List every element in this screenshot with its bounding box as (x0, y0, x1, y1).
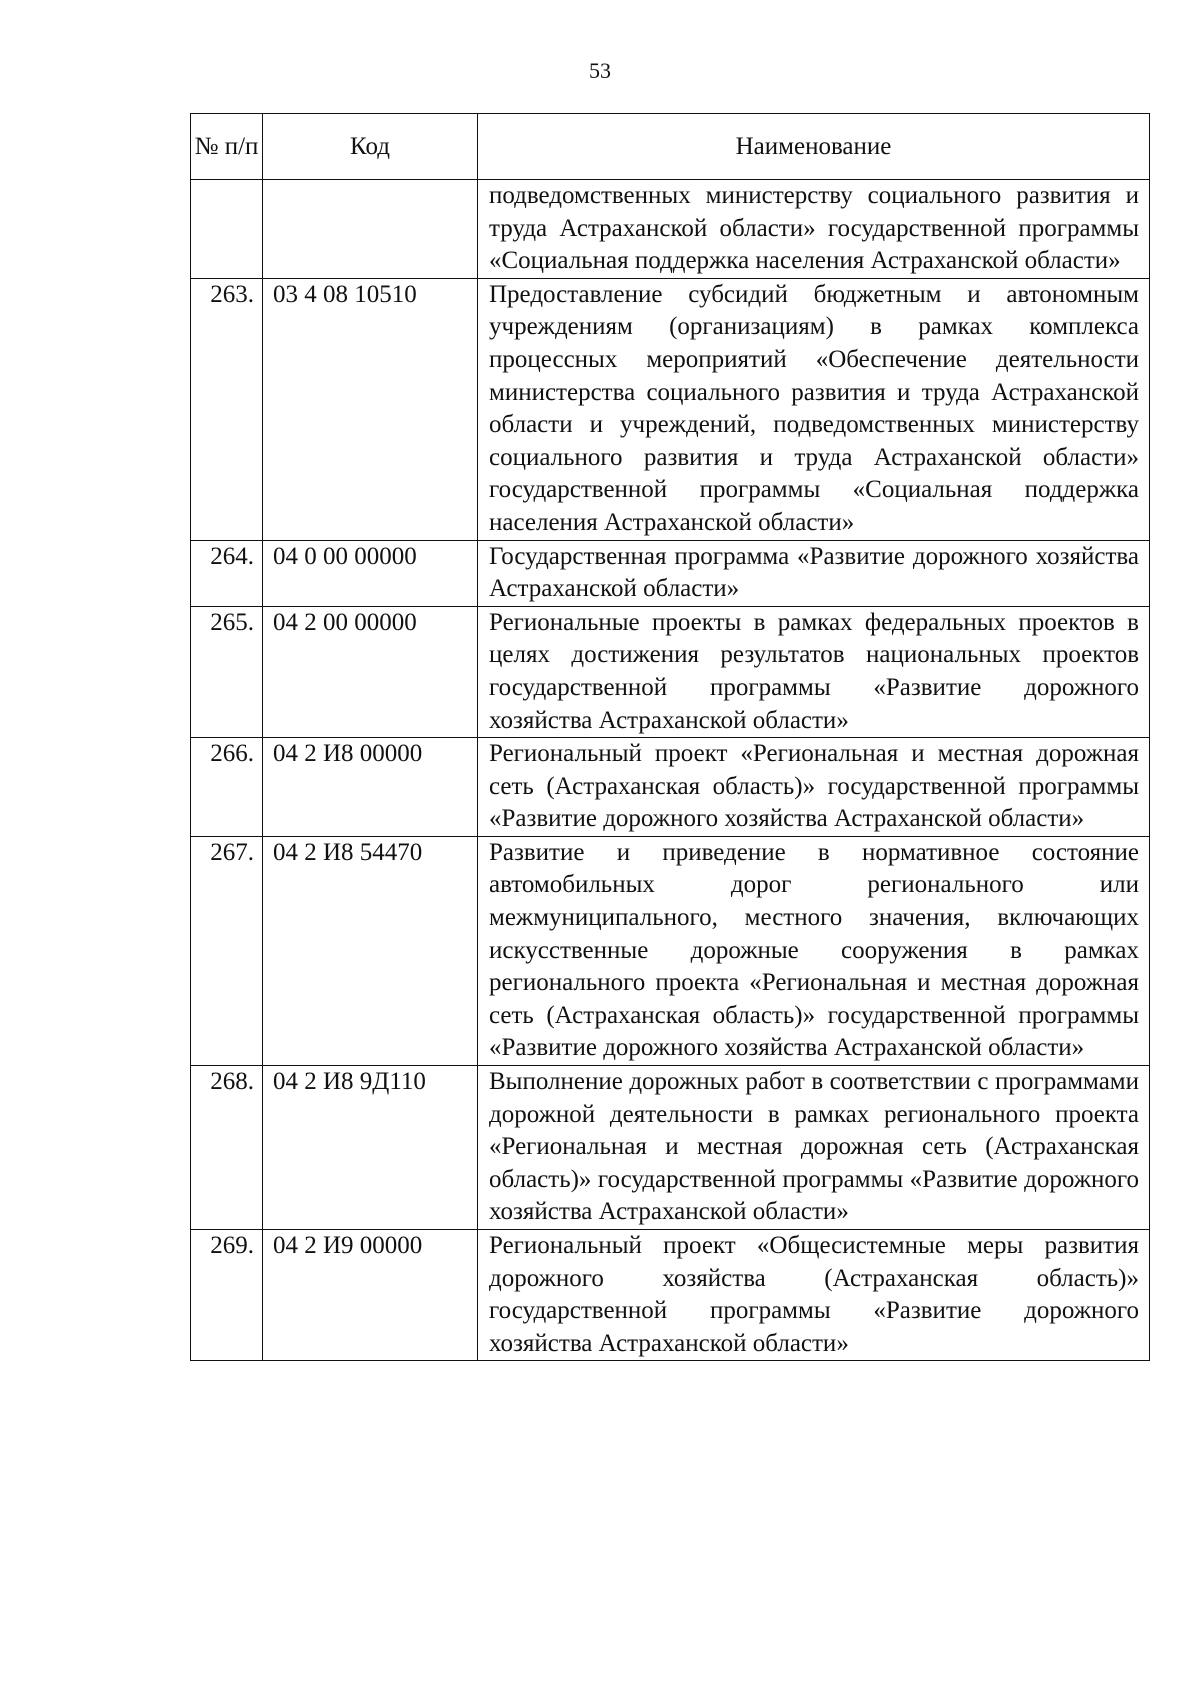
row-code (263, 180, 478, 279)
header-code: Код (263, 114, 478, 180)
row-number: 266. (191, 738, 263, 837)
row-name: Региональные проекты в рамках федеральных проектов в целях достижения результатов национальных проектов государственной программы «Развитие дорожного хозяйства Астраханской области» (478, 606, 1150, 737)
budget-code-table (190, 113, 1150, 1361)
row-name: Развитие и приведение в нормативное состояние автомобильных дорог регионального или межмуниципального, местного значения, включающих искусственные дорожные сооружения в рамках регионального проекта «Региональная и местная дорожная сеть (Астраханская область)» государственной программы «Развитие дорожного хозяйства Астраханской области» (478, 836, 1150, 1065)
table-row (191, 540, 1150, 606)
header-name: Наименование (478, 114, 1150, 180)
row-number (191, 180, 263, 279)
table-row (191, 606, 1150, 737)
table-row (191, 836, 1150, 1065)
table-row (191, 180, 1150, 279)
row-name: Региональный проект «Общесистемные меры развития дорожного хозяйства (Астраханская область)» государственной программы «Развитие дорожного хозяйства Астраханской области» (478, 1230, 1150, 1361)
row-number: 269. (191, 1230, 263, 1361)
row-name: Выполнение дорожных работ в соответствии с программами дорожной деятельности в рамках регионального проекта «Региональная и местная дорожная сеть (Астраханская область)» государственной программы «Развитие дорожного хозяйства Астраханской области» (478, 1066, 1150, 1230)
row-code: 03 4 08 10510 (263, 278, 478, 540)
row-number: 264. (191, 540, 263, 606)
page-number: 53 (589, 58, 611, 83)
row-code: 04 2 И8 54470 (263, 836, 478, 1065)
row-code: 04 2 И8 9Д110 (263, 1066, 478, 1230)
row-number: 265. (191, 606, 263, 737)
row-code: 04 2 И8 00000 (263, 738, 478, 837)
row-code: 04 2 00 00000 (263, 606, 478, 737)
table-row (191, 278, 1150, 540)
row-number: 263. (191, 278, 263, 540)
row-number: 268. (191, 1066, 263, 1230)
table-row (191, 1230, 1150, 1361)
table-row (191, 1066, 1150, 1230)
row-name: подведомственных министерству социального развития и труда Астраханской области» государственной программы «Социальная поддержка населения Астраханской области» (478, 180, 1150, 279)
row-name: Предоставление субсидий бюджетным и автономным учреждениям (организациям) в рамках комплекса процессных мероприятий «Обеспечение деятельности министерства социального развития и труда Астраханской области и учреждений, подведомственных министерству социального развития и труда Астраханской области» государственной программы «Социальная поддержка населения Астраханской области» (478, 278, 1150, 540)
header-row-number: № п/п (191, 114, 263, 180)
row-code: 04 0 00 00000 (263, 540, 478, 606)
row-number: 267. (191, 836, 263, 1065)
row-code: 04 2 И9 00000 (263, 1230, 478, 1361)
table-row (191, 738, 1150, 837)
table-header-row (191, 114, 1150, 180)
row-name: Региональный проект «Региональная и местная дорожная сеть (Астраханская область)» государственной программы «Развитие дорожного хозяйства Астраханской области» (478, 738, 1150, 837)
row-name: Государственная программа «Развитие дорожного хозяйства Астраханской области» (478, 540, 1150, 606)
